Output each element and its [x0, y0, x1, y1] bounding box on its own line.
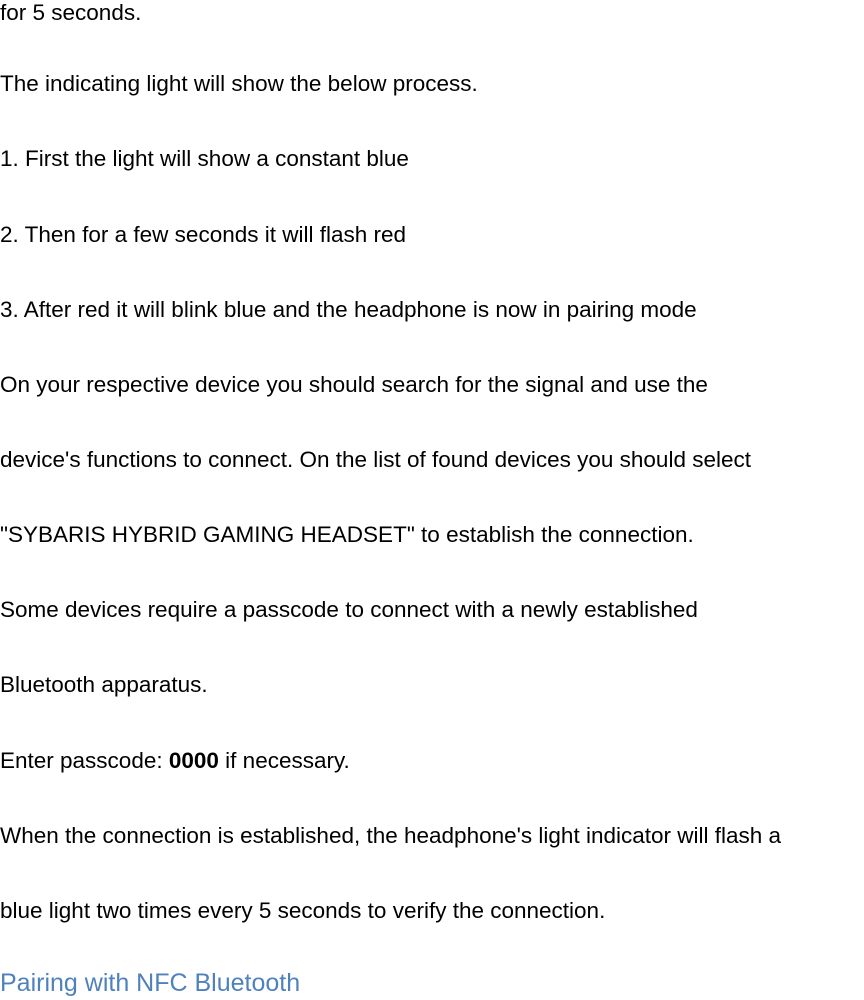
list-item-step-1: 1. First the light will show a constant blue — [0, 146, 409, 171]
text-line: for 5 seconds. — [0, 0, 142, 25]
passcode-value: 0000 — [168, 748, 219, 773]
section-heading: Pairing with NFC Bluetooth — [0, 969, 301, 997]
passcode-suffix: if necessary. — [218, 748, 350, 773]
text-line: When the connection is established, the headphone's light indicator will flash a — [0, 823, 782, 848]
passcode-prefix: Enter passcode: — [0, 748, 169, 773]
text-line: "SYBARIS HYBRID GAMING HEADSET" to establish the connection. — [0, 522, 694, 547]
text-line: On your respective device you should search for the signal and use the — [0, 372, 708, 397]
list-item-step-2: 2. Then for a few seconds it will flash red — [0, 222, 407, 247]
text-line: The indicating light will show the below process. — [0, 71, 478, 96]
text-line: Some devices require a passcode to connect with a newly established — [0, 597, 698, 622]
text-line: Bluetooth apparatus. — [0, 672, 208, 697]
passcode-line — [0, 748, 350, 774]
text-line: device's functions to connect. On the list of found devices you should select — [0, 447, 751, 472]
list-item-step-3: 3. After red it will blink blue and the headphone is now in pairing mode — [0, 297, 697, 322]
text-line: blue light two times every 5 seconds to verify the connection. — [0, 898, 606, 923]
